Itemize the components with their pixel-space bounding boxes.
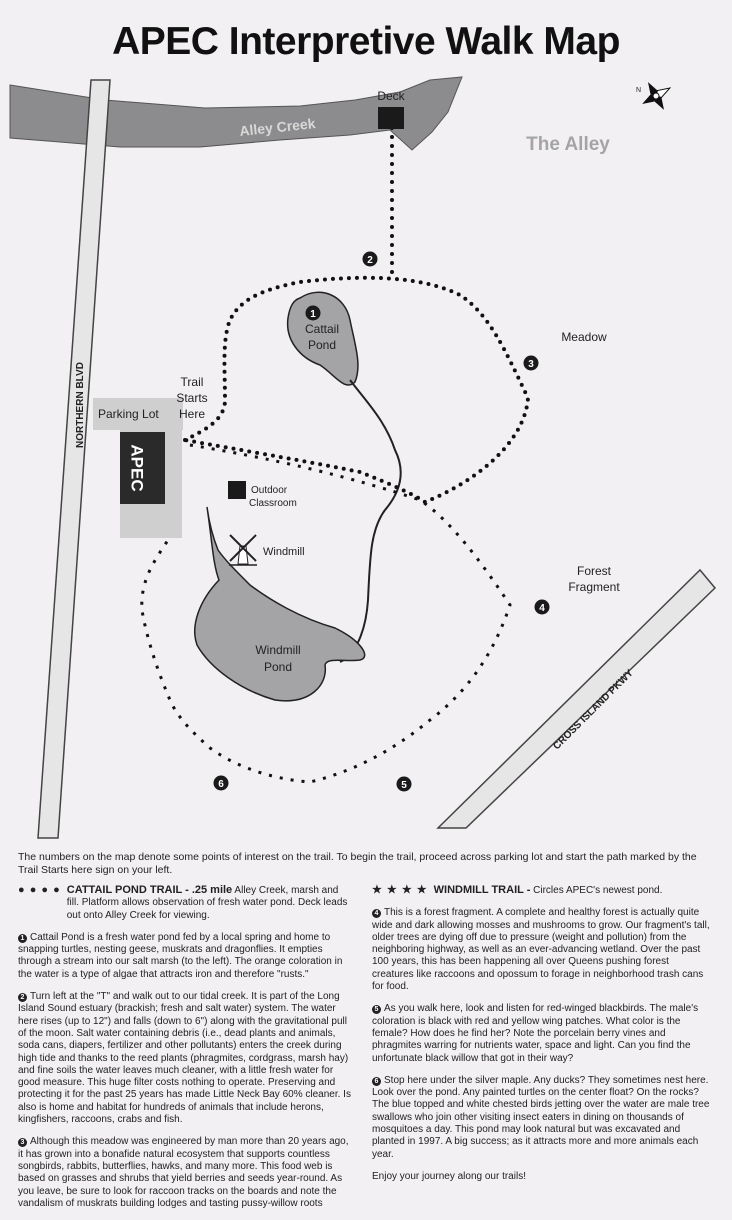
windmill-trail-key: ★ ★ ★ ★ <box>372 884 428 896</box>
point-3: 3 Although this meadow was engineered by man more than 20 years ago, it has grown into a bonafide natural ecosystem that supports countless songbirds, rabbits, butterflies, hawks, and many more. This food web is based on grasses and shrubs that yield berries and seeds year-round. As you leave, be sure to look for raccoon tracks on the boards and note the vandalism of muskrats building lodges and tasting pussy-willow roots <box>18 1136 349 1209</box>
deck <box>378 107 404 129</box>
stream <box>340 380 401 662</box>
marker-5 <box>397 777 412 792</box>
creek-label: Alley Creek <box>238 115 317 139</box>
windmill-pond-label-1: Windmill <box>255 643 301 657</box>
outdoor-classroom-label-2: Classroom <box>249 498 297 509</box>
apec-building-label: APEC <box>127 444 147 492</box>
cattail-trail-path <box>185 128 528 502</box>
cross-island-pkwy-road <box>438 570 715 828</box>
svg-text:3: 3 <box>528 359 534 370</box>
marker-4 <box>535 600 550 615</box>
point-6-number: 6 <box>372 1077 381 1086</box>
point-5-number: 5 <box>372 1005 381 1014</box>
intro-text: The numbers on the map denote some points of interest on the trail. To begin the trail, proceed across parking lot and start the path marked by the Trail Starts here sign on your left. <box>18 851 697 876</box>
marker-6 <box>214 776 229 791</box>
deck-label: Deck <box>377 89 405 103</box>
svg-text:5: 5 <box>401 780 407 791</box>
trail-starts-label-3: Here <box>178 407 206 421</box>
meadow-label: Meadow <box>561 330 607 344</box>
marker-1 <box>306 306 321 321</box>
windmill-trail-desc: Circles APEC's newest pond. <box>533 885 663 896</box>
cattail-trail-key: ● ● ● ● <box>18 884 61 896</box>
trail-starts-label-2: Starts <box>176 391 208 405</box>
outdoor-classroom-building <box>228 481 246 499</box>
point-6: 6 Stop here under the silver maple. Any ducks? They sometimes nest here. Look over the pond. Any painted turtles on the center float? On the rocks? The blue topped and white chested birds jetting over the water are male tree swallows who join other visiting insect eaters in dining on thousands of mosquitoes a day. This pond may look natural but was excavated and planted in 1997. A big success; as it attracts more and more animals each year. <box>372 1074 710 1160</box>
cattail-pond-label-1: Cattail <box>304 322 340 336</box>
svg-text:2: 2 <box>367 255 373 266</box>
windmill-label: Windmill <box>263 546 305 558</box>
the-alley-label: The Alley <box>526 134 610 155</box>
windmill-trail-name: WINDMILL TRAIL - <box>433 884 531 896</box>
point-2-number: 2 <box>18 993 27 1002</box>
point-5: 5 As you walk here, look and listen for red-winged blackbirds. The male's coloration is black with red and yellow wing patches. What color is the female? How does he find her? Note the porcelain berry vines and phragmites warring for nutrients water, space and light. Can you find the unfortunate black willow that got in their way? <box>372 1003 699 1064</box>
cross-island-pkwy-label: CROSS ISLAND PKWY <box>551 667 636 753</box>
legend-right-column <box>372 884 712 1193</box>
marker-2 <box>363 252 378 267</box>
compass-rose <box>634 74 678 118</box>
page-title: APEC Interpretive Walk Map <box>112 20 620 63</box>
point-4: 4 This is a forest fragment. A complete and healthy forest is actually quite wide and dark allowing mosses and mushrooms to grow. Our fragment's tall, older trees are dying off due to pressure (weight and pollution) from the neighboring highway, as well as an ever-advancing wetland. Over the past 100 years, this has been happening all over Queens pushing forest creatures like raccoons and opossum to forage in neighborhood trash cans for food. <box>372 907 710 993</box>
cattail-pond-label-2: Pond <box>307 338 337 352</box>
forest-fragment-label-2: Fragment <box>568 580 620 594</box>
point-1-number: 1 <box>18 934 27 943</box>
point-3-number: 3 <box>18 1138 27 1147</box>
legend-left-column <box>18 884 353 1220</box>
northern-blvd-label: NORTHERN BLVD <box>75 362 86 448</box>
point-4-number: 4 <box>372 909 381 918</box>
compass-north-label: N <box>636 87 642 94</box>
cattail-trail-name: CATTAIL POND TRAIL - .25 mile <box>66 884 233 896</box>
trail-starts-label-1: Trail <box>180 375 204 389</box>
parking-lot-label: Parking Lot <box>98 407 159 421</box>
svg-text:4: 4 <box>539 603 545 614</box>
outdoor-classroom-label-1: Outdoor <box>251 485 288 496</box>
svg-text:1: 1 <box>310 309 316 320</box>
northern-blvd-road <box>38 80 110 838</box>
point-1: 1 Cattail Pond is a fresh water pond fed by a local spring and home to snapping turtles, nesting geese, muskrats and dragonflies. It empties through a stream into our salt marsh (to the left). The orange coloration in the water is a type of algae that attracts iron and therefore "rusts." <box>18 931 343 980</box>
point-2: 2 Turn left at the "T" and walk out to our tidal creek. It is part of the Long Island Sound estuary (brackish; fresh and salt water) system. The water here rises (up to 12") and falls (down to 6") along with the gravitational pull of the moon. Salt water containing debris (i.e., dead plants and animals, soda cans, diapers, fertilizer and other pollutants) enters the creek during high tide and thanks to the reed plants (phragmites, cordgrass, marsh hay) and fine soils the water leaves much cleaner, with a little fresh water for good measure. This huge filter costs nothing to operate. Preserving and protecting it for the past 25 years has made Little Neck Bay 60% cleaner. Is also is home and habitat for hundreds of animals that include herons, kingfishers, raccoons, crabs and fish. <box>18 991 351 1126</box>
windmill-trail-legend <box>372 884 712 897</box>
windmill-pond-label-2: Pond <box>263 660 293 674</box>
svg-text:6: 6 <box>218 779 224 790</box>
windmill-icon <box>229 535 257 565</box>
windmill-trail-path <box>142 445 510 782</box>
cattail-trail-desc: Alley Creek, marsh and fill. Platform allows observation of fresh water pond. Deck leads out onto Alley Creek for viewing. <box>66 885 348 921</box>
cattail-trail-legend <box>18 884 353 922</box>
marker-3 <box>524 356 539 371</box>
forest-fragment-label-1: Forest <box>576 564 612 578</box>
closing-text: Enjoy your journey along our trails! <box>372 1170 526 1182</box>
